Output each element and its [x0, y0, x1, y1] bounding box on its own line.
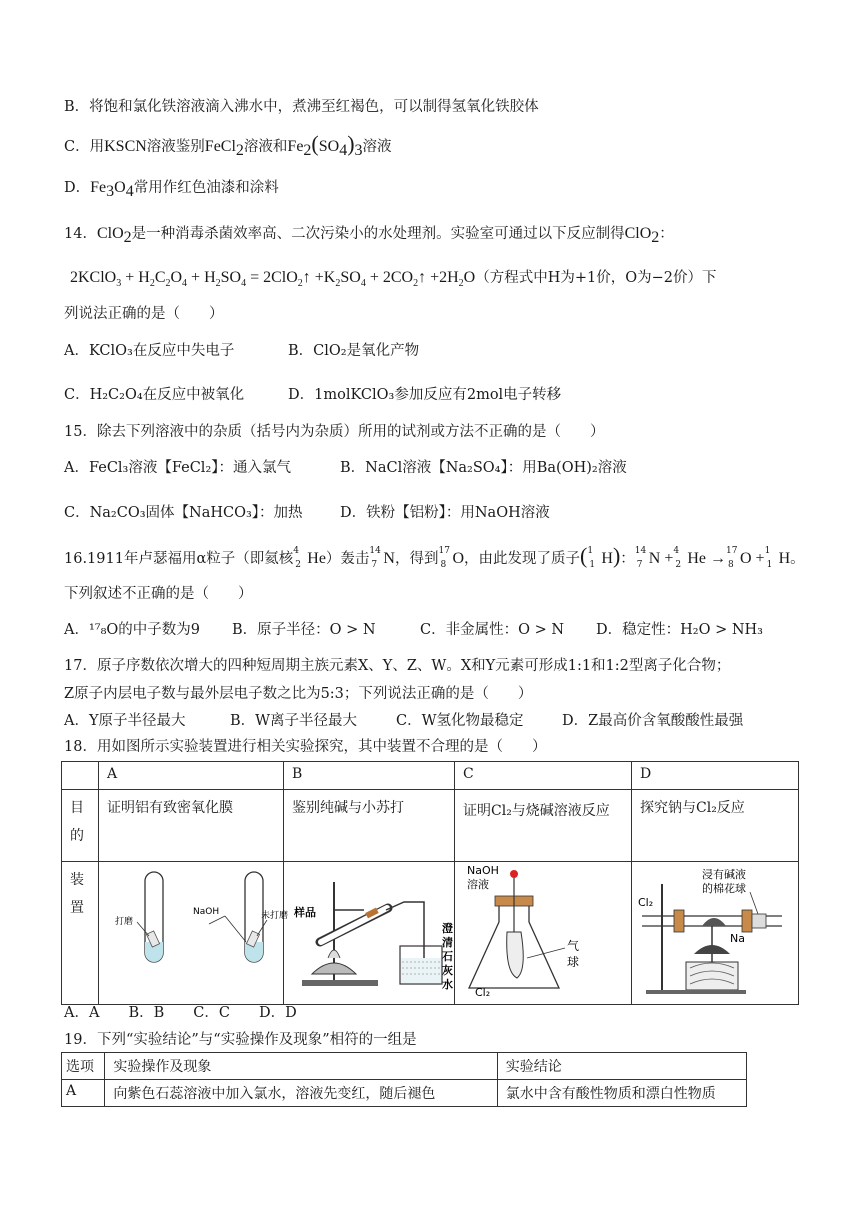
q16-stem-2: 下列叙述不正确的是（ ）: [64, 586, 253, 602]
q18-purpose-d: 探究钠与Cl₂反应: [632, 790, 799, 862]
q18-answers: A．A B．B C．C D．D: [64, 1005, 297, 1021]
q14-stem: 14．ClO$_2$是一种消毒杀菌效率高、二次污染小的水处理剂。实验室可通过以下反应制得ClO$_2$：: [64, 225, 674, 246]
label-unpolished: 未打磨: [261, 911, 289, 921]
q18-device-a: [99, 862, 289, 1005]
q15-option-b: B．NaCl溶液【Na₂SO₄】：用Ba(OH)₂溶液: [340, 460, 627, 476]
label-sample: 样品: [294, 906, 316, 919]
q18-table: [61, 761, 799, 1005]
q17-options: [64, 711, 800, 731]
q17-option-d: D．Z最高价含氧酸酸性最强: [562, 713, 744, 729]
label-naoh: NaOH: [193, 907, 220, 917]
q15-options-cd: [64, 503, 800, 523]
q18-device-label: 装置: [62, 862, 99, 1005]
q19-header-operation: 实验操作及现象: [105, 1053, 497, 1080]
label-lime-3: 石: [442, 950, 453, 963]
heating-apparatus-figure: [284, 862, 454, 1000]
q18-corner-cell: [62, 762, 99, 790]
q13-option-d: D．$Fe_3O_4$常用作红色油漆和涂料: [64, 179, 279, 200]
q19-row-a-option: A: [62, 1080, 105, 1107]
label-lime-4: 灰: [442, 964, 453, 977]
sodium-chlorine-figure: [632, 862, 798, 1000]
q19-stem: 19．下列“实验结论”与“实验操作及现象”相符的一组是: [64, 1032, 417, 1048]
label-soaked-2: 的棉花球: [702, 882, 746, 895]
label-cl2: Cl₂: [475, 986, 491, 999]
q17-option-a: A．Y原子半径最大: [64, 713, 186, 729]
q17-stem-2: Z原子内层电子数与最外层电子数之比为5:3；下列说法正确的是（ ）: [64, 686, 533, 702]
q14-equation: 2KClO$_3$ + $H_2C_2O_4 + H_2SO_4$ = 2ClO$_2$↑ $+K_2SO_4$ + $2CO_2↑ +2H_2O$（方程式中H为+1价，O为−2价）下: [70, 269, 717, 290]
q14-option-a: A．KClO₃在反应中失电子: [64, 343, 235, 359]
q18-device-d: [632, 862, 799, 1005]
label-lime-2: 清: [442, 936, 453, 949]
q17-option-b: B．W离子半径最大: [230, 713, 358, 729]
q14-option-b: B．ClO₂是氧化产物: [288, 343, 420, 359]
q15-option-a: A．FeCl₃溶液【FeCl₂】：通入氯气: [64, 460, 292, 476]
q19-header-option: 选项: [62, 1053, 105, 1080]
q15-options-ab: [64, 458, 800, 478]
q16-stem: 16.1911年卢瑟福用α粒子（即氦核 4 2 He）轰击 14 7 N，得到 17 8 O，由此发现了质子( 1 1 H)： 14 7 N + 4 2 He → 17 8 O + 1 1 H。: [64, 543, 805, 570]
q16-option-b: B．原子半径：O > N: [232, 622, 376, 638]
label-balloon-2: 球: [567, 955, 580, 969]
q16-option-d: D．稳定性：H₂O > NH₃: [596, 622, 763, 638]
q16-options: [64, 620, 800, 640]
label-na: Na: [730, 932, 745, 945]
q14-option-c: C．H₂C₂O₄在反应中被氧化: [64, 387, 245, 403]
q15-option-d: D．铁粉【铝粉】：用NaOH溶液: [340, 505, 550, 521]
q14-stem-2: 列说法正确的是（ ）: [64, 306, 224, 322]
q18-purpose-b: 鉴别纯碱与小苏打: [284, 790, 455, 862]
q18-device-b: [284, 862, 455, 1005]
label-cl2: Cl₂: [638, 896, 654, 909]
q15-option-c: C．Na₂CO₃固体【NaHCO₃】：加热: [64, 505, 303, 521]
q18-header-d: D: [632, 762, 799, 790]
q19-table: [61, 1052, 747, 1107]
q19-row-a-conclusion: 氯水中含有酸性物质和漂白性物质: [497, 1080, 746, 1107]
q17-stem: 17．原子序数依次增大的四种短周期主族元素X、Y、Z、W。X和Y元素可形成1:1和1:2型离子化合物；: [64, 658, 731, 674]
q14-options-cd: [64, 385, 800, 405]
q16-option-c: C．非金属性：O > N: [420, 622, 565, 638]
label-lime-5: 水: [442, 978, 453, 991]
q18-header-b: B: [284, 762, 455, 790]
flask-balloon-figure: [455, 862, 631, 1000]
q13-option-b: B．将饱和氯化铁溶液滴入沸水中，煮沸至红褐色，可以制得氢氧化铁胶体: [64, 99, 539, 115]
q19-header-conclusion: 实验结论: [497, 1053, 746, 1080]
q18-purpose-a: 证明铝有致密氧化膜: [99, 790, 284, 862]
label-naoh: NaOH: [467, 864, 499, 877]
q18-stem: 18．用如图所示实验装置进行相关实验探究，其中装置不合理的是（ ）: [64, 739, 547, 755]
q17-option-c: C．W氢化物最稳定: [396, 713, 524, 729]
q15-stem: 15．除去下列溶液中的杂质（括号内为杂质）所用的试剂或方法不正确的是（ ）: [64, 424, 605, 440]
label-polished: 打磨: [115, 917, 134, 927]
label-solution: 溶液: [467, 878, 489, 891]
label-lime-1: 澄: [442, 922, 453, 935]
label-soaked-1: 浸有碱液: [702, 868, 746, 881]
q18-purpose-c: 证明Cl₂与烧碱溶液反应: [455, 790, 632, 862]
q18-purpose-label: 目的: [62, 790, 99, 862]
q18-header-c: C: [455, 762, 632, 790]
q18-device-c: [455, 862, 632, 1005]
q18-header-a: A: [99, 762, 284, 790]
q16-option-a: A．¹⁷₈O的中子数为9: [64, 622, 201, 638]
q19-row-a-operation: 向紫色石蕊溶液中加入氯水，溶液先变红，随后褪色: [105, 1080, 497, 1107]
q14-options-ab: [64, 341, 800, 361]
q14-option-d: D．1molKClO₃参加反应有2mol电子转移: [288, 387, 562, 403]
q13-option-c: C．用KSCN溶液鉴别FeCl$_2$溶液和$Fe_2(SO_4)_3$溶液: [64, 131, 392, 159]
label-balloon-1: 气: [567, 939, 580, 953]
test-tubes-figure: [99, 862, 289, 1000]
